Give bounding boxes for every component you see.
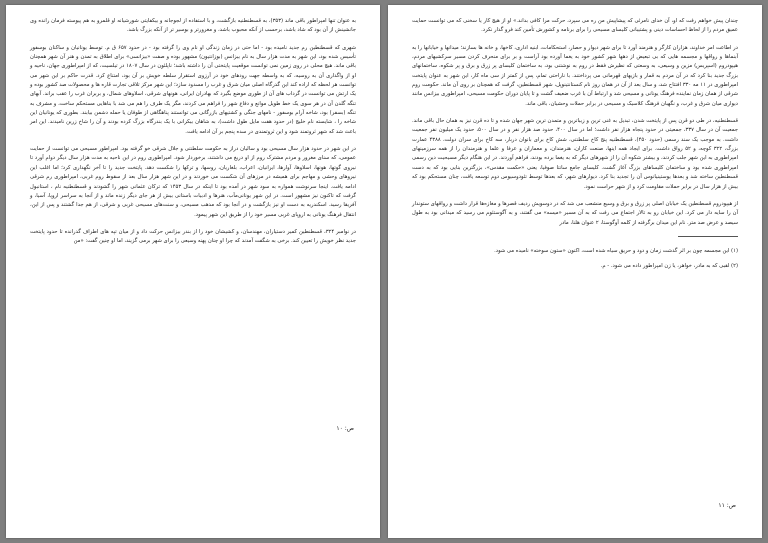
- left-paragraph-3: در این شهر در حدود هزار سال مسیحی بود و سالیان دراز به حکومت سلطنتی و جلال شرقی خو گرفته بود. امپراطور مسیحی می توانست از حمایت عمومی، که سنای مغرور و مردم مشترک روم از او دریغ می داشتند، برخوردار شود. امپراطوری روم در این ناحیه به مدت هزار سال دیگر دوام آورد تا نیروی گوتها، هونها، اسلاوها، آوارها، ایرانیان، اعراب، بلغاریان، روسها، و ترکها را شکست دهد. پایتخت جدید را تا آخر نگهداری کرد؛ اما اغلب این نیروهای وحشی و مهاجم برای همیشه در مرزهای آن شکست می خوردند و در این شهر هزار سال بعد از سقوط روم غربی، امپراطوری رم شرقی ادامه یافت. اینجا سرنوشت همواره به سود شهر در آمده بود تا اینکه در سال ۱۴۵۳ که ترکان عثمانی شهر را گشودند و قسطنطنیه نام ، استانبول گرفت که تاکنون نیز مشهور است. در این شهر یونانی‌مآب، هنرها و ادبیات باستانی بیش از هر جای دیگر زنده ماند و از آنجا به سراسر اروپا، آسیا، و آفریقا رسید. اسکندریه به دست او نیز بازگشت و در آنجا بود که مذهب مسیحی، و سنت‌های مسیحی غربی و شرقی، از هم جدا گشتند و پس از این، انتقال فرهنگ یونانی به اروپای غربی مسیر خود را از طریق این شهر پیمود.: [30, 146, 356, 218]
- left-paragraph-1: به عنوان تنها امپراطور باقی ماند (۳۵۳)، به قسطنطنیه بازگشت، و با استفاده از لجوجانه و بیکفایتی شورشیانه او قلمرو به هم پیوسته فرمان رانده وی جانشینش از آن بود که شاد باشد، برحسب از آنکه محبوب باشد، و مغرورتر و بوسیر تر از آنکه بزرگ باشد.: [30, 18, 357, 34]
- left-paragraph-4: در نوامبر ۳۲۴، قسطنطین کمیر دستیاران، مهندسان، و کشیشان خود را از بندر بیزانس حرکت داد و از میان تپه های اطراف گذرانده تا حدود پایتخت جدید نظر خویش را تعیین کند. برخی به شگفت آمدند که چرا او چنان پهنه وسیعی را برای شهر برمی گزیند، اما او چنین گفت: «من: [30, 228, 356, 245]
- left-paragraph-2: شهری که قسطنطین رم جدید نامیده بود - اما حتی در زمان زندگی او نام وی را گرفته بود - در حدود ۶۵۷ ق م. توسط یونانیان و ساکنان بوسفور تأسیس شده بود، این شهر به مدت هزار سال به نام بیزانس (بوزانتیون) مشهور بوده و صفت «بیزانسی» برای اطلاق به تمدن و هنر آن شهر همچنان باقی ماند. هیچ محلی در روی زمین نمی توانست موقعیت پایتختی آن را داشته باشد؛ ناپلئون در سال ۱۸۰۷ در تیلسیت، که از امپراطوری جهان، ناحیه و او از واگذاری آن به روسیه، که به واسطه جهت رودهای خود در آرزوی استقرار سلطه خویش بر آن بود، امتناع کرد. قدرت حاکم بر این شهر می توانست هر لحظه که اراده کند این گذرگاه اصلی میان شرق و غرب را مسدود سازد؛ این شهر مرکز تلاقی تجارت قاره ها و محصولات صد کشور بوده و یک ارتش می توانست در گرداب های آن از طوری موضع بگیرد که بهادران ایرانی، هونهای شرقی، اسلاوهای شمال، و بربران غرب را عقب براند. آبهای تنگه گلدن آن در هر سوی یک خط طویل موانع و دفاع شهر را فراهم می کردند، مگر یک طرف را هم می شد با بناهایی مستحکم ساخت، و مشرف به تنگه (بسفر) بود، شاخه آرام بوسفور - نامهای جنگی و کشتیهای بازرگانی می توانستند پناهگاهی از طوفان یا حمله دشمن بیابند. بطوری که یونانیان این شاخه را ، شایسته نام خلیج (در حدود هفت مایل طول داشت)، به شاهان بیکرانی با یک بندرگاه بزرگ کرده بودند و آن را شاخ زرین نامیدند. این امر باعث شد که شهر ثروتمند شود و این ثروتمندی در سده پنجم بر آن ادامه یافت.: [30, 44, 357, 135]
- right-paragraph-3: قسطنطنیه، در طی دو قرن پس از پایتخت شدن، تبدیل به غنی ترین و زیباترین و متمدن ترین شهر جهان شده و تا ده قرن نیز به همان حال باقی ماند. جمعیت آن در سال ۳۳۷، جمعیتی در حدود پنجاه هزار نفر داشت؛ اما در سال ۴۰۰، حدود صد هزار نفر و در سال ۵۰۰، حدود یک میلیون نفر جمعیت داشت. به موجب یک سند رسمی (حدود ۴۵۰)، قسطنطنیه پنج کاخ سلطنتی، شش کاخ برای بانوان دربار، سه کاخ برای سران دولت، ۴۳۸۸ عمارت بزرگ، ۳۲۲ کوچه، و ۵۲ رواق داشت. برای ایجاد همه اینها، صنعت کاران، هنرمندان، و معماران و عرفا و علما و هنرمندان را از همه سرزمینهای امپراطوری به این شهر جلب کردند، و بیشتر شکوه آن را از شهرهای دیگر که به یغما برده بودند، فراهم آوردند. در این هنگام دیگر مسیحیت دین رسمی امپراطوری شده بود و ساختمان کلیساهای بزرگ آغاز گشت. کلیسای جامع سانتا صوفیا، یعنی «حکمت مقدس»، بزرگترین بنایی بود که به دست قسطنطین ساخته شد و بعدها یوستینیانوس آن را تجدید بنا کرد. دیوارهای شهر، که بعدها توسط تئودوسیوس دوم توسعه یافت، چنان مستحکم بود که بیش از هزار سال در برابر حملات مقاومت کرد و از شهر حراست نمود.: [412, 118, 738, 190]
- right-paragraph-2: در اطاعت امر خداوند، هزاران کارگر و هنرمند آورد تا برای شهر دیوار و حصار، استحکامات، ابنیه اداری، کاخها، و خانه ها بسازند؛ میدانها و خیابانها را به آبنماها و رواقها و مجسمه هایی که بی تبعیض از دهها شهر کشور خود به یغما آورده بود آراست و بر برای منحرف کردن مسیر سرکشیهای مردم، هیپودروم (اسپریس) مزین و وسیعی، به وسعتی که نظیرش فقط در روم به نوشتنی بود، به ساختمان کلیسای پر زرق و برق و پر شکوه، ساختمانهای بزرگ جدید بنا کرد که در آن مردم به قمار و بازیهای قهرمانی می پرداختند. با ناراحتی تمام، پس از کمتر از سی ماه کار، این شهر به عنوان پایتخت امپراطوری در ۱۱ مه ۳۳۰ افتتاح شد، و سال بعد از آن در همان روز نام کنستانتینوپل، شهر قسطنطین، گرفت که همچنان بر روی آن ماند. حکومت روم شرقی از همان زمان نماینده فرهنگ یونانی و مسیحی شد و ارتباط آن با غرب ضعیف گشت و تا پایان دوران حکومت مسیحی، امپراطوری بیزانس مانند دیواری میان شرق و غرب، و نگهبان فرهنگ کلاسیک و مسیحی در برابر حملات وحشیان، باقی ماند.: [412, 44, 738, 107]
- page-number: ص: ۱۱: [718, 502, 736, 509]
- right-paragraph-4: از هیپودروم قسطنطین یک خیابان اصلی پر زرق و برق و وسیع منشعب می شد که در دوسویش ردیف قصرها و مغازه‌ها قرار داشت و رواقهای ستوندار آن را سایه دار می کرد. این خیابان رو به تالار اجتماع می رفت که به آن مسیر «میسه» می گفتند، و به آگوستئوم می رسید که میدانی بود به طول سیصد و عرض صد متر. نام این میدان برگرفته از کلمه آوگوستا، ۲ عنوان هلنا، مادر: [412, 200, 738, 226]
- right-page: [388, 5, 762, 538]
- left-page: [6, 5, 380, 538]
- right-paragraph-1: چندان پیش خواهم رفت که او، آن خدای نامرئی که پیشاپیش من ره می سپرد، حرکت مرا کافی بداند.» او از هیچ کار یا سخنی که می توانست حمایت عمیق مردم را از لحاظ احساسات دینی و پشتیبانی کلیسای مسیحی را برای برنامه و کشورش تأمین کند فرو گذار نکرد.: [412, 18, 738, 34]
- footnote-1: (۱) این مجسمه چون بر اثر گذشت زمان و دود و حریق سیاه شده است، اکنون «ستون سوخته» نامیده می شود.: [494, 247, 738, 254]
- footnote-divider: [678, 236, 738, 237]
- footnote-2: (۲) لقبی که به مادر، خواهر، یا زن امپراطور داده می شود. - م.: [600, 262, 738, 269]
- page-number: ص: ۱۰: [336, 425, 354, 432]
